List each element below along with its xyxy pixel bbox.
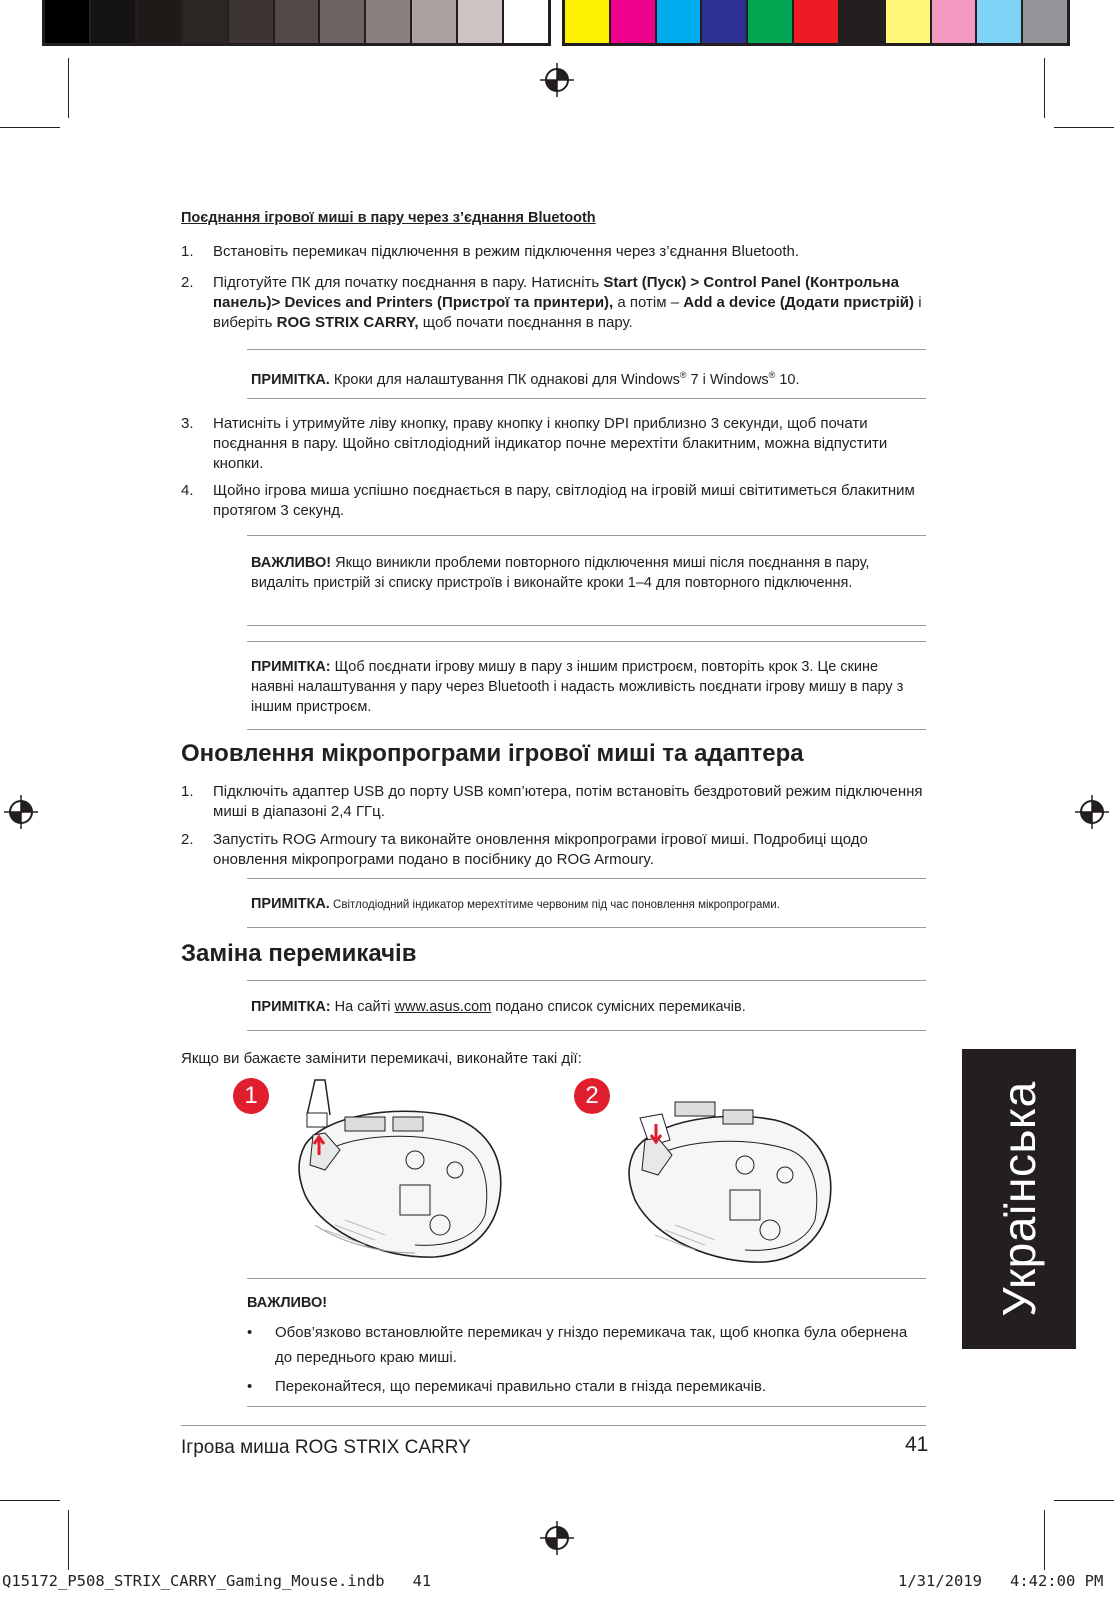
color-swatch: [794, 0, 838, 43]
step-text: Встановіть перемикач підключення в режим підключення через з’єднання Bluetooth.: [213, 243, 800, 260]
divider: [247, 398, 926, 399]
divider: [247, 1030, 926, 1031]
divider: [247, 927, 926, 928]
bullet-text: Переконайтеся, що перемикачі правильно стали в гнізда перемикачів.: [275, 1378, 767, 1395]
note-label: ПРИМІТКА.: [251, 896, 330, 912]
bullet-icon: •: [247, 1378, 253, 1395]
crop-mark: [0, 127, 60, 128]
color-swatch: [565, 0, 609, 43]
bullet-text: Обов’язково встановлюйте перемикач у гніздо перемикача так, щоб кнопка була обернена до переднього краю миші.: [275, 1324, 908, 1366]
step-text: Запустіть ROG Armoury та виконайте оновлення мікропрограми ігрової миші. Подробиці щодо оновлення мікропрограми подано в посібнику до ROG Armoury.: [213, 831, 868, 868]
figure-step-badge: 2: [574, 1078, 610, 1114]
color-swatch: [932, 0, 976, 43]
registration-mark-icon: [540, 63, 574, 97]
divider: [247, 641, 926, 642]
step-number: 1.: [181, 243, 194, 260]
divider: [247, 625, 926, 626]
bullet-icon: •: [247, 1324, 253, 1341]
step-text: Підготуйте ПК для початку поєднання в пару. Натисніть Start (Пуск) > Control Panel (Контрольна панель)> Devices and Printers (Пристрої та принтери), а потім – Add a device (Додати пристрій) і виберіть ROG STRIX CARRY, щоб почати поєднання в пару.: [213, 274, 922, 331]
divider: [247, 729, 926, 730]
crop-mark: [1054, 1500, 1114, 1501]
gray-swatch: [504, 0, 548, 43]
figure-step-badge: 1: [233, 1078, 269, 1114]
slug-timestamp: 1/31/2019 4:42:00 PM: [898, 1572, 1104, 1590]
step-number: 2.: [181, 831, 194, 848]
color-swatch: [977, 0, 1021, 43]
asus-website-link[interactable]: www.asus.com: [394, 999, 492, 1015]
language-tab-label: Українська: [993, 1081, 1045, 1317]
note-box: ПРИМІТКА. Кроки для налаштування ПК однакові для Windows® 7 і Windows® 10.: [251, 370, 800, 388]
crop-mark: [1054, 127, 1114, 128]
important-label: ВАЖЛИВО!: [247, 1295, 328, 1311]
language-tab: [962, 1049, 1076, 1349]
note-box: ПРИМІТКА. Світлодіодний індикатор мерехтітиме червоним під час поновлення мікропрограми.: [251, 896, 780, 912]
section-subheading: Поєднання ігрової миші в пару через з’єднання Bluetooth: [181, 210, 596, 226]
crop-mark: [68, 1510, 69, 1570]
step-text: Натисніть і утримуйте ліву кнопку, праву кнопку і кнопку DPI приблизно 3 секунди, щоб почати поєднання в пару. Щойно світлодіодний індикатор почне мерехтіти блакитним, можна відпустити кнопки.: [213, 415, 888, 472]
note-label: ПРИМІТКА:: [251, 659, 331, 675]
step-number: 2.: [181, 274, 194, 291]
gray-swatch: [91, 0, 135, 43]
gray-swatch: [137, 0, 181, 43]
crop-mark: [0, 1500, 60, 1501]
gray-swatch: [229, 0, 273, 43]
step-number: 1.: [181, 783, 194, 800]
section-heading: Заміна перемикачів: [181, 940, 417, 967]
gray-swatch: [45, 0, 89, 43]
step-text: Підключіть адаптер USB до порту USB комп’ютера, потім встановіть бездротовий режим підключення миші в діапазоні 2,4 ГГц.: [213, 783, 923, 820]
divider: [247, 349, 926, 350]
page-number: 41: [905, 1433, 929, 1456]
step-text: Щойно ігрова миша успішно поєднається в пару, світлодіод на ігровій миші світитиметься блакитним протягом 3 секунд.: [213, 482, 915, 519]
slug-filename: Q15172_P508_STRIX_CARRY_Gaming_Mouse.indb 41: [2, 1572, 432, 1590]
intro-text: Якщо ви бажаєте замінити перемикачі, виконайте такі дії:: [181, 1050, 582, 1067]
step-number: 4.: [181, 482, 194, 499]
divider: [247, 878, 926, 879]
note-label: ПРИМІТКА.: [251, 371, 330, 388]
crop-mark: [1044, 1510, 1045, 1570]
footer-title: Ігрова миша ROG STRIX CARRY: [181, 1437, 471, 1458]
note-label: ПРИМІТКА:: [251, 999, 331, 1015]
divider: [247, 535, 926, 536]
step-number: 3.: [181, 415, 194, 432]
gray-swatch: [183, 0, 227, 43]
color-bar-grays: [42, 0, 551, 46]
footer-divider: [181, 1425, 926, 1426]
divider: [247, 1278, 926, 1279]
color-swatch: [748, 0, 792, 43]
important-label: ВАЖЛИВО!: [251, 555, 332, 571]
gray-swatch: [366, 0, 410, 43]
mouse-switch-removal-illustration: [285, 1075, 515, 1260]
crop-mark: [1044, 58, 1045, 118]
gray-swatch: [458, 0, 502, 43]
registration-mark-icon: [1075, 795, 1109, 829]
gray-swatch: [412, 0, 456, 43]
gray-swatch: [320, 0, 364, 43]
color-swatch: [657, 0, 701, 43]
important-box: ВАЖЛИВО! Якщо виникли проблеми повторного підключення миші після поєднання в пару, видаліть пристрій зі списку пристроїв і виконайте кроки 1–4 для повторного підключення.: [251, 555, 870, 591]
gray-swatch: [275, 0, 319, 43]
color-bar-colors: [562, 0, 1070, 46]
registration-mark-icon: [4, 795, 38, 829]
registration-mark-icon: [540, 1521, 574, 1555]
color-swatch: [840, 0, 884, 43]
color-swatch: [611, 0, 655, 43]
note-box: ПРИМІТКА: На сайті www.asus.com подано список сумісних перемикачів.: [251, 999, 746, 1015]
divider: [247, 980, 926, 981]
mouse-switch-insertion-illustration: [620, 1080, 850, 1265]
divider: [247, 1406, 926, 1407]
color-swatch: [886, 0, 930, 43]
section-heading: Оновлення мікропрограми ігрової миші та адаптера: [181, 740, 804, 767]
color-swatch: [702, 0, 746, 43]
color-swatch: [1023, 0, 1067, 43]
crop-mark: [68, 58, 69, 118]
note-box: ПРИМІТКА: Щоб поєднати ігрову мишу в пару з іншим пристроєм, повторіть крок 3. Це скине наявні налаштування у пару через Bluetooth і надасть можливість поєднати ігрову мишу в пару з іншим пристроєм.: [251, 659, 904, 715]
